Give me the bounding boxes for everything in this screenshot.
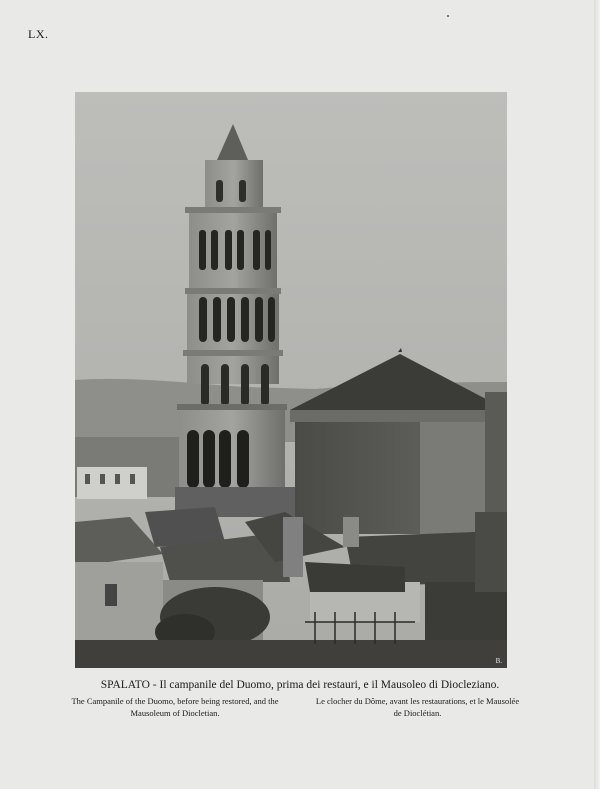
plate-number: LX. <box>28 27 49 41</box>
caption-french-line1: Le clocher du Dôme, avant les restaurations, et le Mausolée <box>315 696 520 706</box>
print-speck <box>447 15 449 17</box>
photo-mark: B. <box>495 657 502 665</box>
caption-french-line2: de Dioclétian. <box>393 708 442 718</box>
page-edge <box>594 0 600 789</box>
caption-english-line2: Mausoleum of Diocletian. <box>130 708 220 718</box>
caption-english <box>60 695 290 719</box>
photograph-illustration <box>75 92 507 668</box>
caption-french <box>305 695 530 719</box>
photograph <box>75 92 507 668</box>
caption-italian: SPALATO - Il campanile del Duomo, prima dei restauri, e il Mausoleo di Diocleziano. <box>100 679 500 691</box>
caption-english-line1: The Campanile of the Duomo, before being restored, and the <box>71 696 279 706</box>
